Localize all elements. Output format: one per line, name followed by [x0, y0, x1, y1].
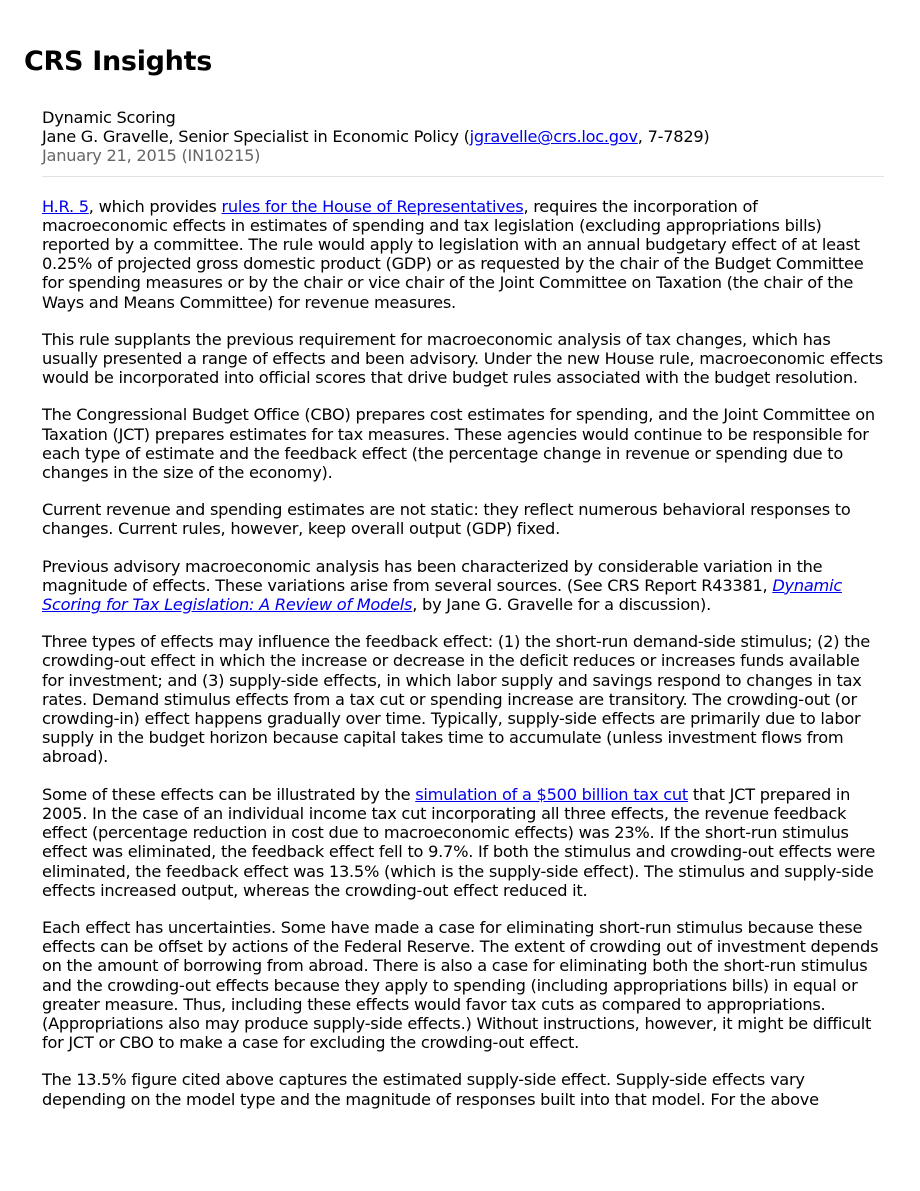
paragraph-4: Current revenue and spending estimates are not static: they reflect numerous behavioral responses to changes. Current rules, however, keep overall output (GDP) fixed. [42, 500, 851, 539]
paragraph-7 [42, 785, 884, 900]
paragraph-7-text-b: that JCT prepared in 2005. In the case of an individual income tax cut incorporating all three effects, the revenue feedback effect (percentage reduction in cost due to macroeconomic effects) was 23%. If the short-run stimulus effect was eliminated, the feedback effect fell to 9.7%. If both the stimulus and crowding-out effects were eliminated, the feedback effect was 13.5% (which is the supply-side effect). The stimulus and supply-side effects increased output, whereas the crowding-out effect reduced it. [42, 784, 876, 900]
paragraph-5-text-b: , by Jane G. Gravelle for a discussion). [412, 595, 712, 615]
author-email-link[interactable]: jgravelle@crs.loc.gov [469, 127, 638, 147]
author-text: Jane G. Gravelle, Senior Specialist in Economic Policy ( [42, 127, 470, 147]
article [42, 108, 884, 1127]
paragraph-1-text-a: , which provides [88, 196, 222, 216]
paragraph-1-text-b: , requires the incorporation of macroeconomic effects in estimates of spending and tax legislation (excluding appropriations bills) reported by a committee. The rule would apply to legislation with an annual budgetary effect of at least 0.25% of projected gross domestic product (GDP) or as requested by the chair of the Budget Committee for spending measures or by the chair or vice chair of the Joint Committee on Taxation (the chair of the Ways and Means Committee) for revenue measures. [42, 196, 864, 312]
paragraph-5-text-a: Previous advisory macroeconomic analysis has been characterized by considerable variation in the magnitude of effects. These variations arise from several sources. (See CRS Report R43381, [42, 556, 823, 595]
paragraph-5 [42, 557, 884, 615]
paragraph-1 [42, 197, 884, 312]
paragraph-8: Each effect has uncertainties. Some have made a case for eliminating short-run stimulus because these effects can be offset by actions of the Federal Reserve. The extent of crowding out of investment depends on the amount of borrowing from abroad. There is also a case for eliminating both the short-run stimulus and the crowding-out effects because they apply to spending (including appropriations bills) in equal or greater measure. Thus, including these effects would favor tax cuts as compared to appropriations. (Appropriations also may produce supply-side effects.) Without instructions, however, it might be difficult for JCT or CBO to make a case for excluding the crowding-out effect. [42, 917, 879, 1053]
tax-cut-simulation-link[interactable]: simulation of a $500 billion tax cut [415, 784, 688, 804]
article-header [42, 108, 884, 166]
paragraph-3: The Congressional Budget Office (CBO) prepares cost estimates for spending, and the Joint Committee on Taxation (JCT) prepares estimates for tax measures. These agencies would continue to be responsible for each type of estimate and the feedback effect (the percentage change in revenue or spending due to changes in the size of the economy). [42, 405, 875, 483]
date-line: January 21, 2015 (IN10215) [42, 146, 261, 166]
hr5-link[interactable]: H.R. 5 [42, 196, 89, 216]
paragraph-9: The 13.5% figure cited above captures the estimated supply-side effect. Supply-side effects vary depending on the model type and the magnitude of responses built into that model. For the above [42, 1070, 819, 1109]
paragraph-7-text-a: Some of these effects can be illustrated by the [42, 784, 416, 804]
paragraph-6: Three types of effects may influence the feedback effect: (1) the short-run demand-side stimulus; (2) the crowding-out effect in which the increase or decrease in the deficit reduces or increases funds available for investment; and (3) supply-side effects, in which labor supply and savings respond to changes in tax rates. Demand stimulus effects from a tax cut or spending increase are transitory. The crowding-out (or crowding-in) effect happens gradually over time. Typically, supply-side effects are primarily due to labor supply in the budget horizon because capital takes time to accumulate (unless investment flows from abroad). [42, 632, 871, 767]
author-line [42, 127, 884, 146]
header-divider [42, 176, 884, 177]
paragraph-2: This rule supplants the previous requirement for macroeconomic analysis of tax changes, which has usually presented a range of effects and been advisory. Under the new House rule, macroeconomic effects would be incorporated into official scores that drive budget rules associated with the budget resolution. [42, 329, 883, 388]
author-phone: , 7-7829) [637, 127, 710, 147]
doc-title: Dynamic Scoring [42, 108, 176, 127]
dynamic-scoring-report-link[interactable]: Dynamic Scoring for Tax Legislation: A Review of Models [42, 575, 842, 615]
house-rules-link[interactable]: rules for the House of Representatives [221, 196, 524, 216]
site-title: CRS Insights [24, 46, 212, 77]
